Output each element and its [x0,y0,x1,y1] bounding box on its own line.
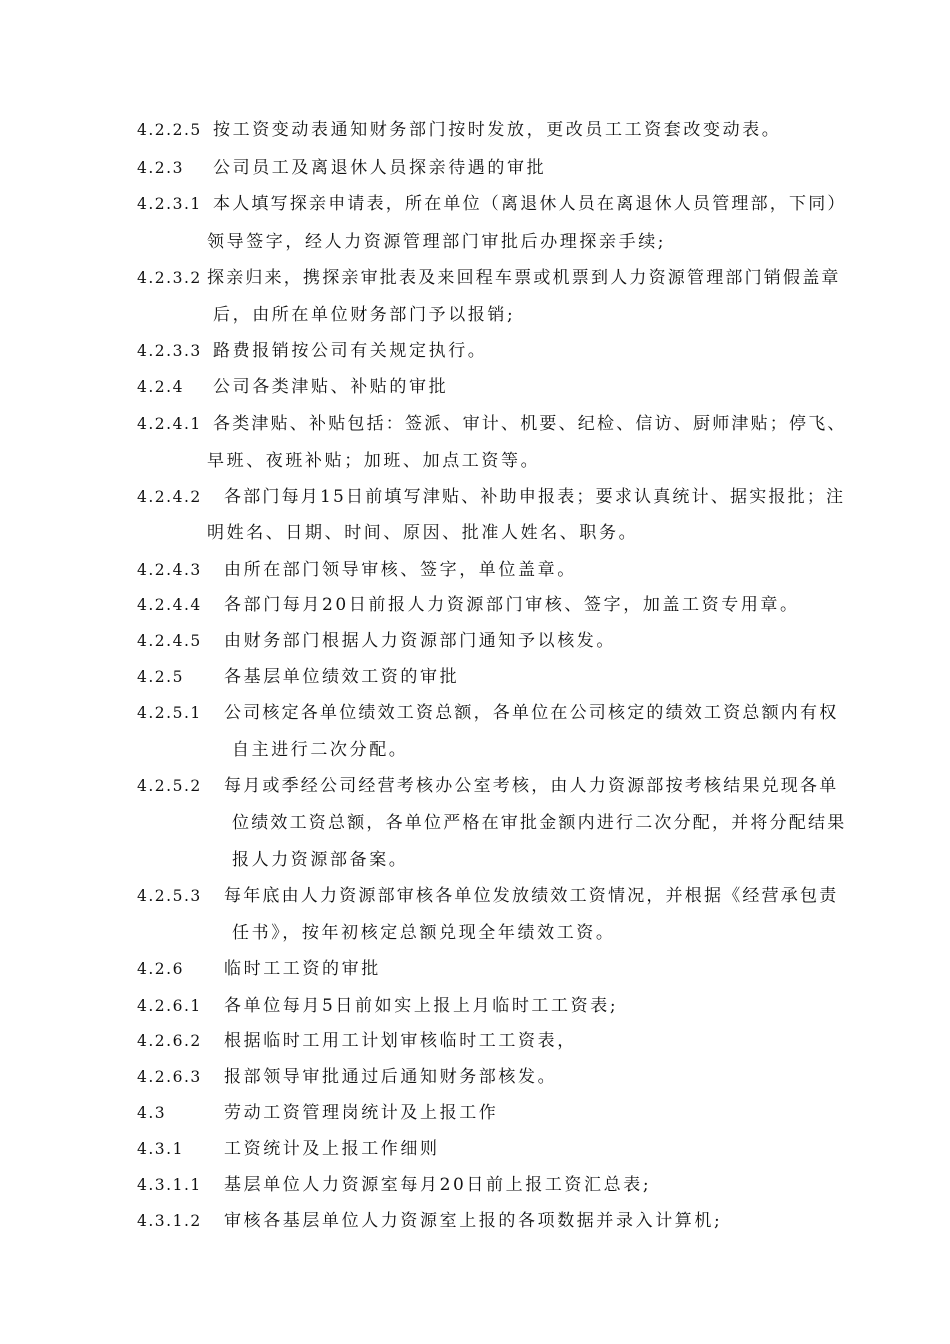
clause-number: 4.2.5.3 [137,887,202,905]
section-number: 4.3.1 [137,1140,184,1158]
clause-text: 后，由所在单位财务部门予以报销; [213,305,516,325]
clause-number: 4.2.6.2 [137,1032,202,1050]
clause-text: 各部门每月15日前填写津贴、补助申报表；要求认真统计、据实报批；注 [224,487,846,507]
section-heading: 工资统计及上报工作细则 [224,1139,440,1159]
section-heading: 临时工工资的审批 [224,959,381,979]
clause-text: 领导签字，经人力资源管理部门审批后办理探亲手续; [207,232,667,252]
section-number: 4.2.6 [137,960,184,978]
section-heading: 劳动工资管理岗统计及上报工作 [224,1103,499,1123]
clause-text: 每年底由人力资源部审核各单位发放绩效工资情况，并根据《经营承包责 [224,886,839,906]
clause-text: 探亲归来，携探亲审批表及来回程车票或机票到人力资源管理部门销假盖章 [207,268,841,288]
clause-text: 本人填写探亲申请表，所在单位（离退休人员在离退休人员管理部，下同） [213,194,847,214]
section-number: 4.3 [137,1104,167,1122]
clause-number: 4.2.4.3 [137,561,202,579]
clause-text: 任书》，按年初核定总额兑现全年绩效工资。 [232,923,616,943]
clause-text: 由所在部门领导审核、签字，单位盖章。 [224,560,577,580]
clause-number: 4.2.3.2 [137,269,202,287]
clause-number: 4.2.6.3 [137,1068,202,1086]
clause-number: 4.2.2.5 [137,121,202,139]
clause-text: 各单位每月5日前如实上报上月临时工工资表; [224,996,619,1016]
clause-text: 各部门每月20日前报人力资源部门审核、签字，加盖工资专用章。 [224,595,800,615]
clause-text: 明姓名、日期、时间、原因、批准人姓名、职务。 [207,523,639,543]
clause-text: 位绩效工资总额，各单位严格在审批金额内进行二次分配，并将分配结果 [232,813,847,833]
clause-number: 4.2.4.1 [137,415,202,433]
clause-number: 4.2.5.2 [137,777,202,795]
clause-number: 4.2.3.1 [137,195,202,213]
clause-text: 报人力资源部备案。 [232,850,409,870]
clause-text: 路费报销按公司有关规定执行。 [213,341,488,361]
section-number: 4.2.3 [137,159,184,177]
clause-number: 4.2.4.2 [137,488,202,506]
clause-text: 基层单位人力资源室每月20日前上报工资汇总表; [224,1175,652,1195]
clause-number: 4.2.4.5 [137,632,202,650]
clause-number: 4.2.5.1 [137,704,202,722]
section-heading: 公司员工及离退休人员探亲待遇的审批 [213,158,547,178]
clause-number: 4.3.1.2 [137,1212,202,1230]
clause-text: 根据临时工用工计划审核临时工工资表， [224,1031,577,1051]
clause-text: 各类津贴、补贴包括：签派、审计、机要、纪检、信访、厨师津贴；停飞、 [213,414,847,434]
clause-text: 早班、夜班补贴；加班、加点工资等。 [207,451,541,471]
clause-text: 报部领导审批通过后通知财务部核发。 [224,1067,558,1087]
clause-number: 4.2.6.1 [137,997,202,1015]
clause-number: 4.2.3.3 [137,342,202,360]
clause-text: 每月或季经公司经营考核办公室考核，由人力资源部按考核结果兑现各单 [224,776,839,796]
clause-text: 按工资变动表通知财务部门按时发放，更改员工工资套改变动表。 [213,120,782,140]
clause-text: 自主进行二次分配。 [232,740,409,760]
clause-text: 由财务部门根据人力资源部门通知予以核发。 [224,631,616,651]
section-heading: 公司各类津贴、补贴的审批 [213,377,449,397]
clause-number: 4.3.1.1 [137,1176,202,1194]
clause-text: 公司核定各单位绩效工资总额，各单位在公司核定的绩效工资总额内有权 [224,703,839,723]
section-number: 4.2.4 [137,378,184,396]
section-number: 4.2.5 [137,668,184,686]
clause-text: 审核各基层单位人力资源室上报的各项数据并录入计算机; [224,1211,723,1231]
section-heading: 各基层单位绩效工资的审批 [224,667,460,687]
clause-number: 4.2.4.4 [137,596,202,614]
